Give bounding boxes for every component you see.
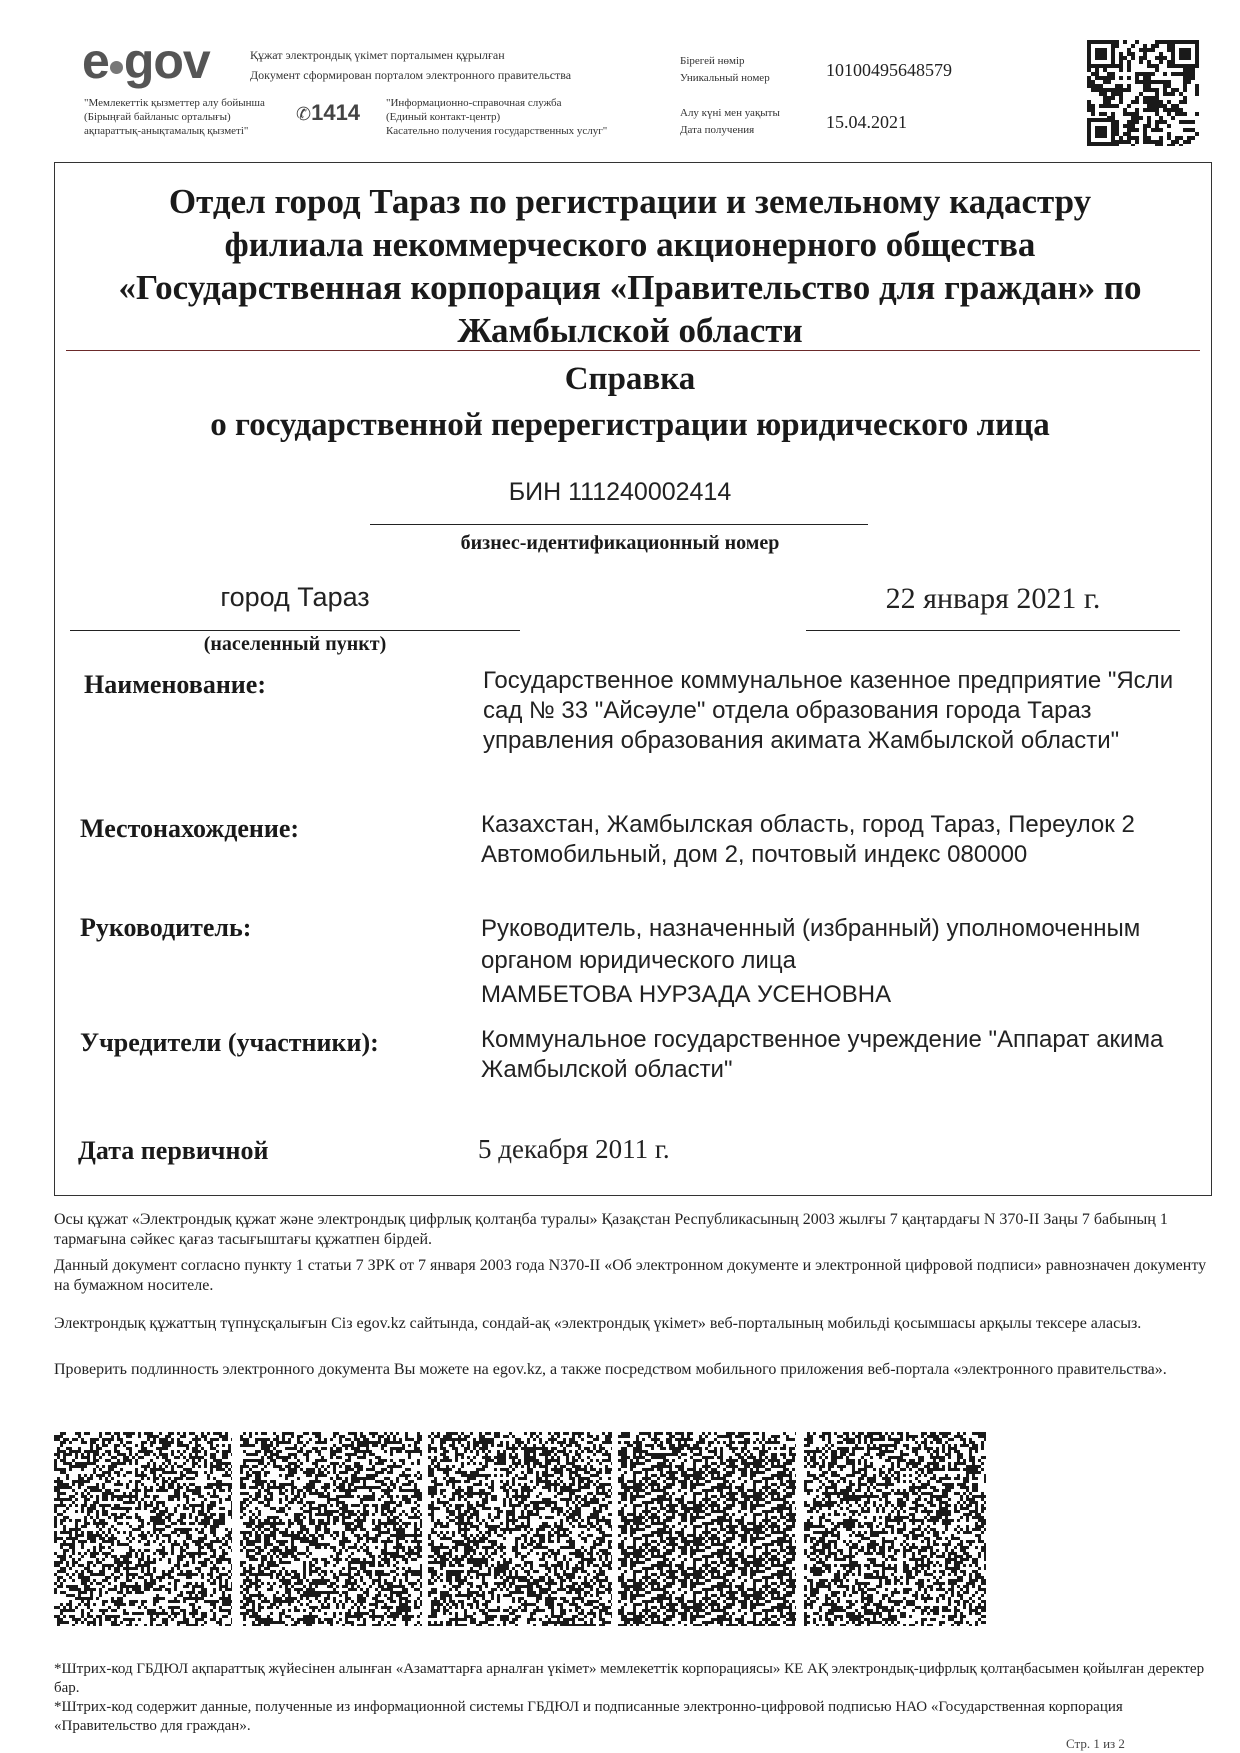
bin-caption: бизнес-идентификационный номер [460, 532, 780, 554]
phone-icon: ✆ [296, 104, 312, 124]
legal-notice-kz: Осы құжат «Электрондық құжат және электрондық цифрлық қолтаңба туралы» Қазақстан Республикасының 2003 жылғы 7 қаңтардағы N 370-II Заңы 7 бабының 1 тармағына сәйкес қағаз тасығыштағы құжатпен бірдей. [54, 1211, 1168, 1248]
qr-code [1087, 40, 1199, 146]
head-label: Руководитель: [80, 913, 252, 942]
egov-logo: e gov [82, 33, 210, 89]
portal-notice-ru: Документ сформирован порталом электронного правительства [250, 68, 572, 82]
primary-date-label: Дата первичной [78, 1136, 269, 1165]
barcode-5 [804, 1432, 986, 1626]
barcode-2 [240, 1432, 422, 1626]
date-underline [806, 630, 1180, 631]
barcode-4 [618, 1432, 796, 1626]
issuing-organization: Отдел город Тараз по регистрации и земельному кадастру филиала некоммерческого акционерного общества «Государственная корпорация «Правительство для граждан» по Жамбылской области [118, 182, 1142, 350]
contact-center-phone: ✆1414 [296, 100, 361, 125]
head-value: Руководитель, назначенный (избранный) уполномоченным органом юридического лица [481, 915, 1141, 974]
head-name: МАМБЕТОВА НУРЗАДА УСЕНОВНА [481, 981, 892, 1008]
service-info-ru: "Информационно-справочная служба (Единый контакт-центр) Касательно получения государственных услуг" [386, 97, 608, 137]
bin-number: БИН 111240002414 [508, 478, 732, 506]
location-value: Казахстан, Жамбылская область, город Тараз, Переулок 2 Автомобильный, дом 2, почтовый индекс 080000 [481, 811, 1135, 868]
barcode-3 [428, 1432, 612, 1626]
verify-notice-ru: Проверить подлинность электронного документа Вы можете на egov.kz, а также посредством мобильного приложения веб-портала «электронного правительства». [54, 1361, 1167, 1378]
bin-underline [370, 524, 868, 525]
founders-value: Коммунальное государственное учреждение "Аппарат акима Жамбылской области" [481, 1026, 1164, 1083]
date-received-label: Алу күні мен уақыты Дата получения [680, 107, 780, 136]
service-info-kz: "Мемлекеттік қызметтер алу бойынша (Бірыңғай байланыс орталығы) ақпараттық-анықтамалық қызметі" [84, 97, 265, 137]
verify-notice-kz: Электрондық құжаттың түпнұсқалығын Сіз egov.kz сайтында, сондай-ақ «электрондық үкімет» веб-порталының мобильді қосымшасы арқылы тексере аласыз. [54, 1315, 1142, 1332]
issue-date: 22 января 2021 г. [885, 582, 1101, 615]
date-received: 15.04.2021 [826, 112, 907, 132]
name-value: Государственное коммунальное казенное предприятие "Ясли сад № 33 "Айсәуле" отдела образования города Тараз управления образования акимата Жамбылской области" [483, 667, 1174, 754]
primary-date-value: 5 декабря 2011 г. [478, 1134, 670, 1164]
footnote-kz: *Штрих-код ГБДЮЛ ақпараттық жүйесінен алынған «Азаматтарға арналған үкімет» мемлекеттік корпорациясы» КЕ АҚ электрондық-цифрлық қолтаңбасымен қойылған деректер бар. [54, 1661, 1205, 1696]
founders-label: Учредители (участники): [80, 1028, 379, 1057]
title-divider [66, 350, 1200, 351]
city: город Тараз [220, 582, 370, 612]
city-caption: (населенный пункт) [203, 633, 387, 655]
unique-number: 10100495648579 [826, 60, 952, 80]
page-number: Стр. 1 из 2 [1066, 1736, 1125, 1751]
footnote-ru: *Штрих-код содержит данные, полученные из информационной системы ГБДЮЛ и подписанные электронно-цифровой подписью НАО «Государственная корпорация «Правительство для граждан». [54, 1699, 1123, 1734]
unique-number-label: Бірегей нөмір Уникальный номер [680, 55, 770, 84]
city-underline [70, 630, 520, 631]
portal-notice-kz: Құжат электрондық үкімет порталымен құрылған [250, 48, 505, 62]
document-title: Справка о государственной перерегистрации юридического лица [210, 361, 1050, 443]
name-label: Наименование: [84, 670, 266, 699]
location-label: Местонахождение: [80, 814, 300, 843]
legal-notice-ru: Данный документ согласно пункту 1 статьи 7 ЗРК от 7 января 2003 года N370-II «Об электронном документе и электронной цифровой подписи» равнозначен документу на бумажном носителе. [54, 1257, 1207, 1294]
barcode-1 [54, 1432, 232, 1626]
